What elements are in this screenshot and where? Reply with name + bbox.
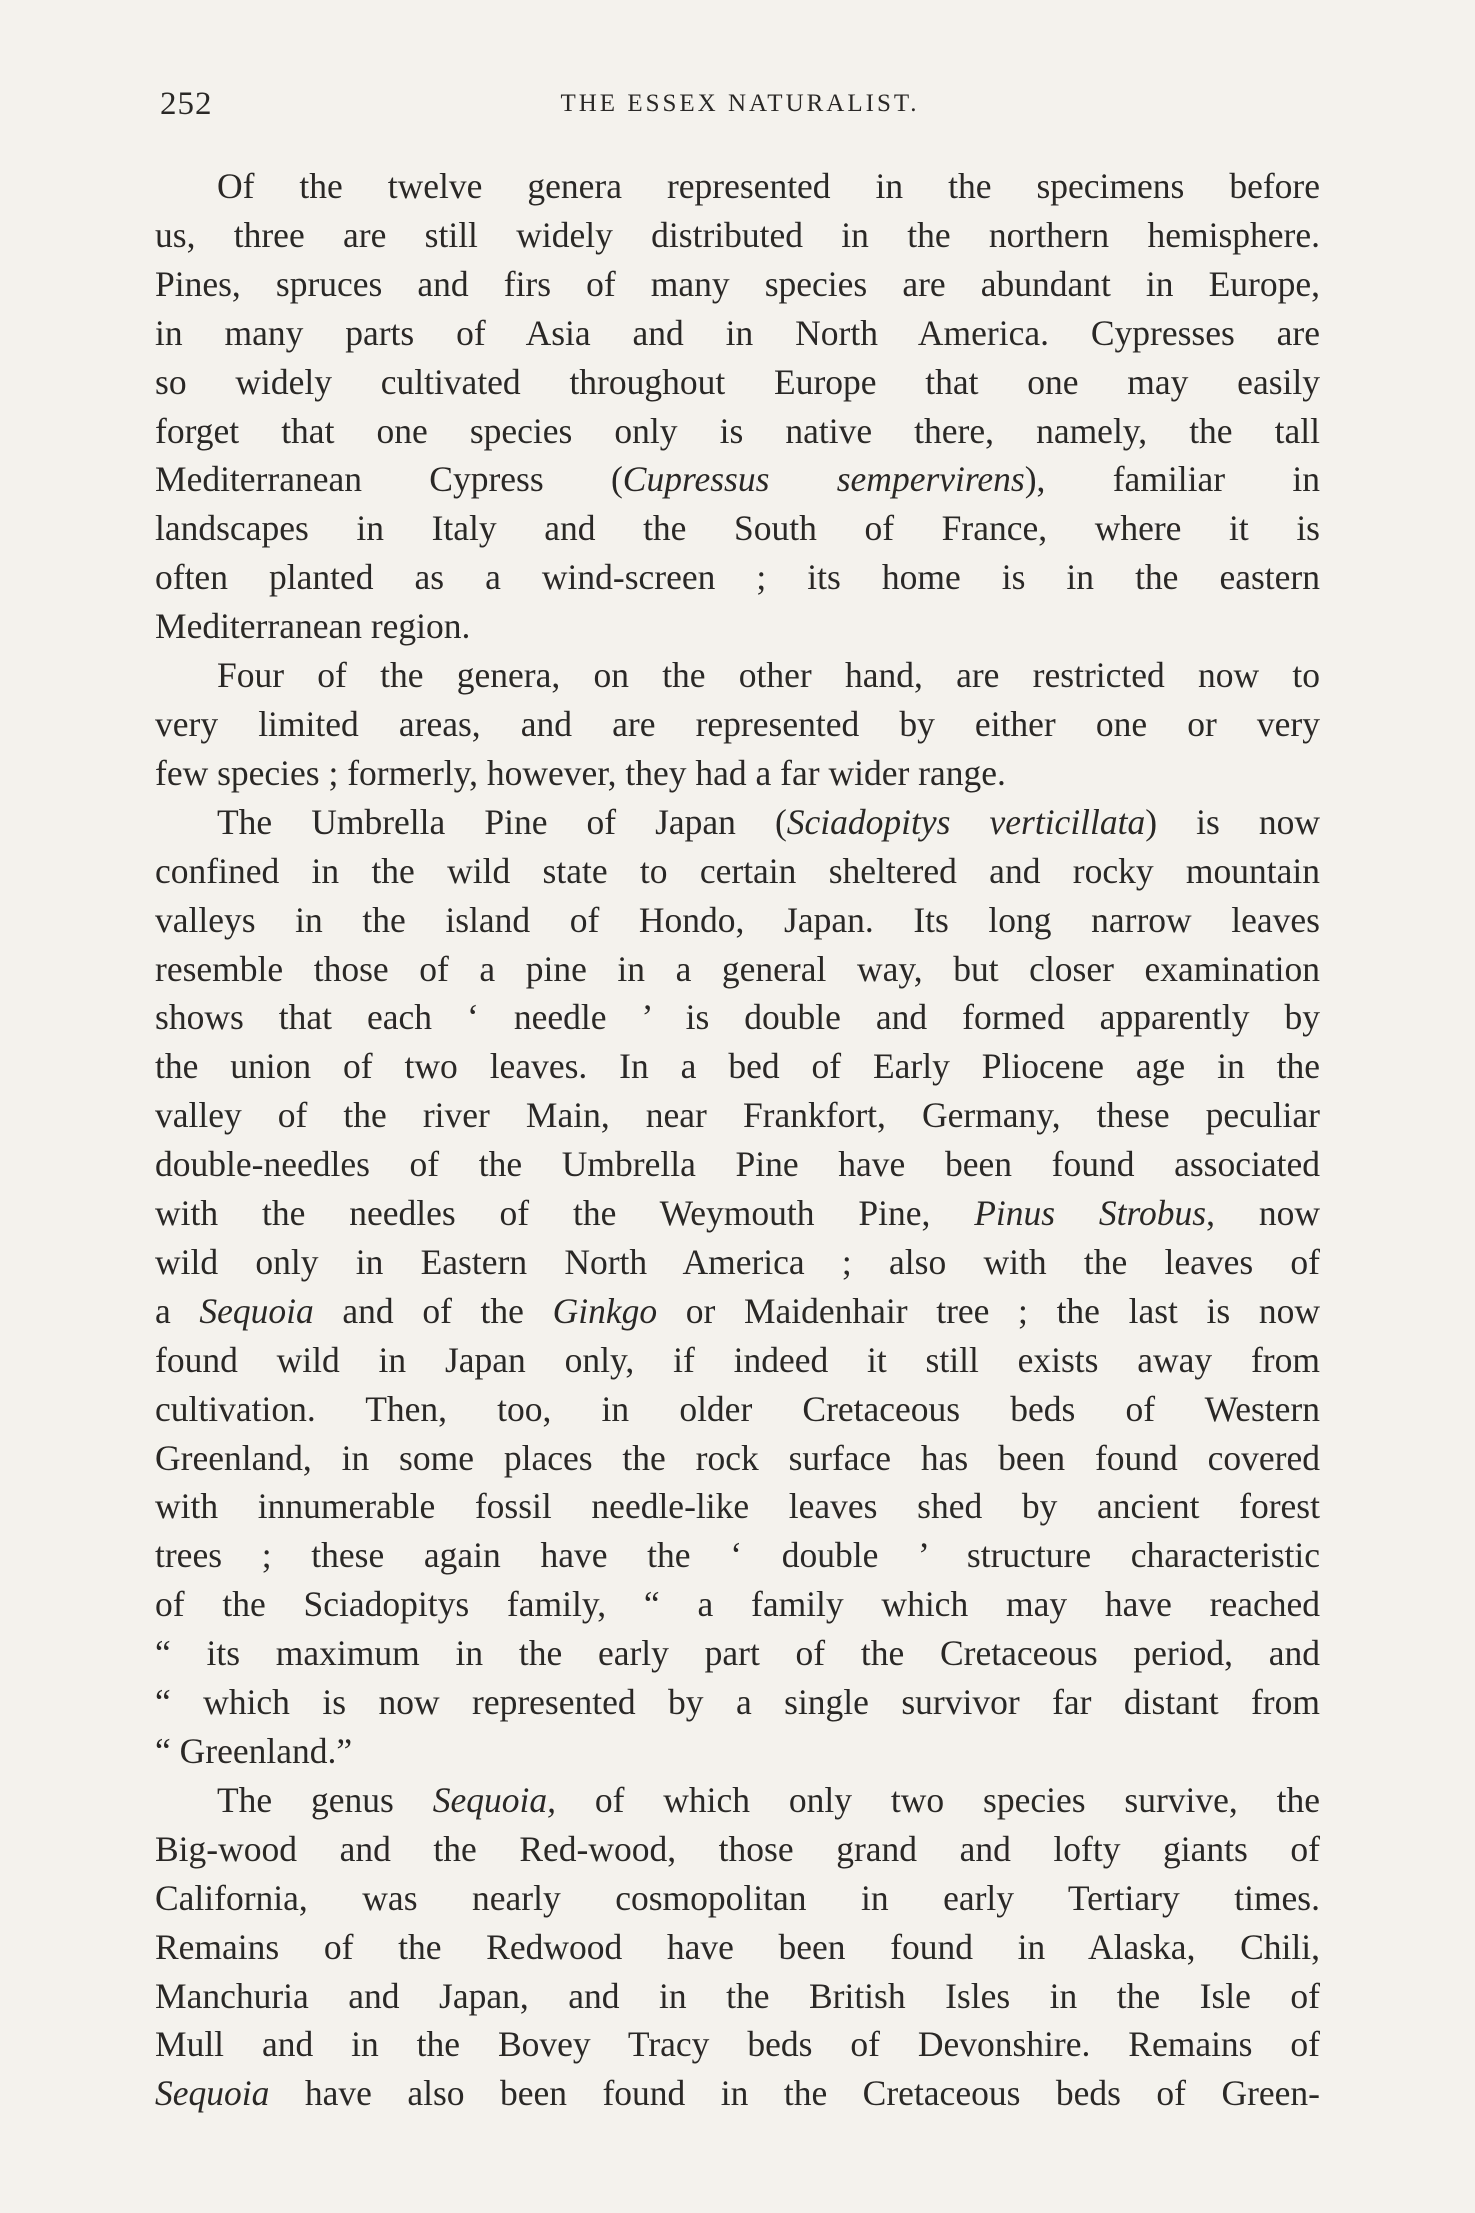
text-line: with the needles of the Weymouth Pine, Pinus Strobus, now xyxy=(155,1193,1321,1234)
text-line: trees ; these again have the ‘ double ’ structure characteristic xyxy=(155,1535,1320,1576)
text-line: Manchuria and Japan, and in the British Isles in the Isle of xyxy=(155,1975,1320,2016)
italic-term: Sequoia xyxy=(199,1290,314,1331)
italic-term: Sequoia xyxy=(155,2073,270,2114)
italic-term: Cupressus sempervirens xyxy=(622,459,1025,500)
text-line: forget that one species only is native there, namely, the tall xyxy=(155,410,1320,451)
italic-term: Sciadopitys verticillata xyxy=(786,801,1146,842)
text-line: Mediterranean region. xyxy=(155,606,471,647)
text-line: few species ; formerly, however, they had a far wider range. xyxy=(155,752,1006,793)
text-line: cultivation. Then, too, in older Cretaceous beds of Western xyxy=(155,1388,1320,1429)
text-line: often planted as a wind-screen ; its home is in the eastern xyxy=(155,557,1320,598)
text-line: valley of the river Main, near Frankfort, Germany, these peculiar xyxy=(155,1095,1320,1136)
text-line: a Sequoia and of the Ginkgo or Maidenhair tree ; the last is now xyxy=(155,1290,1320,1331)
text-line: the union of two leaves. In a bed of Early Pliocene age in the xyxy=(155,1046,1320,1087)
page-header xyxy=(160,86,1320,136)
text-line: Mediterranean Cypress (Cupressus sempervirens), familiar in xyxy=(155,459,1320,500)
text-line: valleys in the island of Hondo, Japan. Its long narrow leaves xyxy=(155,899,1320,940)
text-line: “ which is now represented by a single survivor far distant from xyxy=(155,1682,1320,1723)
text-line: Pines, spruces and firs of many species are abundant in Europe, xyxy=(155,263,1320,304)
text-line: in many parts of Asia and in North America. Cypresses are xyxy=(155,312,1320,353)
text-line: Sequoia have also been found in the Cretaceous beds of Green- xyxy=(155,2073,1320,2114)
text-line: confined in the wild state to certain sheltered and rocky mountain xyxy=(155,850,1320,891)
text-line: Big-wood and the Red-wood, those grand and lofty giants of xyxy=(155,1828,1320,1869)
text-line: with innumerable fossil needle-like leaves shed by ancient forest xyxy=(155,1486,1320,1527)
text-line: Mull and in the Bovey Tracy beds of Devonshire. Remains of xyxy=(155,2024,1320,2065)
text-line: Greenland, in some places the rock surface has been found covered xyxy=(155,1437,1320,1478)
text-line: found wild in Japan only, if indeed it still exists away from xyxy=(155,1339,1320,1380)
page-number: 252 xyxy=(160,86,213,122)
text-line: The genus Sequoia, of which only two species survive, the xyxy=(217,1779,1320,1820)
body-text xyxy=(155,162,1320,2118)
text-line: so widely cultivated throughout Europe that one may easily xyxy=(155,361,1320,402)
paragraph xyxy=(155,162,1320,651)
text-line: shows that each ‘ needle ’ is double and formed apparently by xyxy=(155,997,1320,1038)
text-line: double-needles of the Umbrella Pine have been found associated xyxy=(155,1144,1320,1185)
paragraph xyxy=(155,1776,1320,2118)
text-line: Of the twelve genera represented in the specimens before xyxy=(217,166,1320,206)
text-line: Remains of the Redwood have been found in Alaska, Chili, xyxy=(155,1926,1320,1967)
text-line: Four of the genera, on the other hand, are restricted now to xyxy=(217,655,1320,696)
text-line: us, three are still widely distributed in the northern hemisphere. xyxy=(155,214,1320,255)
text-line: “ its maximum in the early part of the Cretaceous period, and xyxy=(155,1633,1320,1674)
text-line: resemble those of a pine in a general way, but closer examination xyxy=(155,948,1320,989)
paragraph xyxy=(155,798,1320,1776)
text-line: of the Sciadopitys family, “ a family which may have reached xyxy=(155,1584,1320,1625)
text-line: “ Greenland.” xyxy=(155,1731,353,1771)
text-line: very limited areas, and are represented by either one or very xyxy=(155,703,1320,744)
text-line: wild only in Eastern North America ; also with the leaves of xyxy=(155,1241,1320,1282)
text-line: landscapes in Italy and the South of France, where it is xyxy=(155,508,1320,549)
italic-term: Pinus Strobus xyxy=(974,1193,1207,1234)
running-title: THE ESSEX NATURALIST. xyxy=(560,90,920,117)
italic-term: Ginkgo xyxy=(552,1290,658,1331)
paragraph xyxy=(155,651,1320,798)
italic-term: Sequoia, xyxy=(432,1779,556,1820)
text-line: California, was nearly cosmopolitan in early Tertiary times. xyxy=(155,1877,1320,1918)
text-line: The Umbrella Pine of Japan (Sciadopitys verticillata) is now xyxy=(217,801,1321,842)
